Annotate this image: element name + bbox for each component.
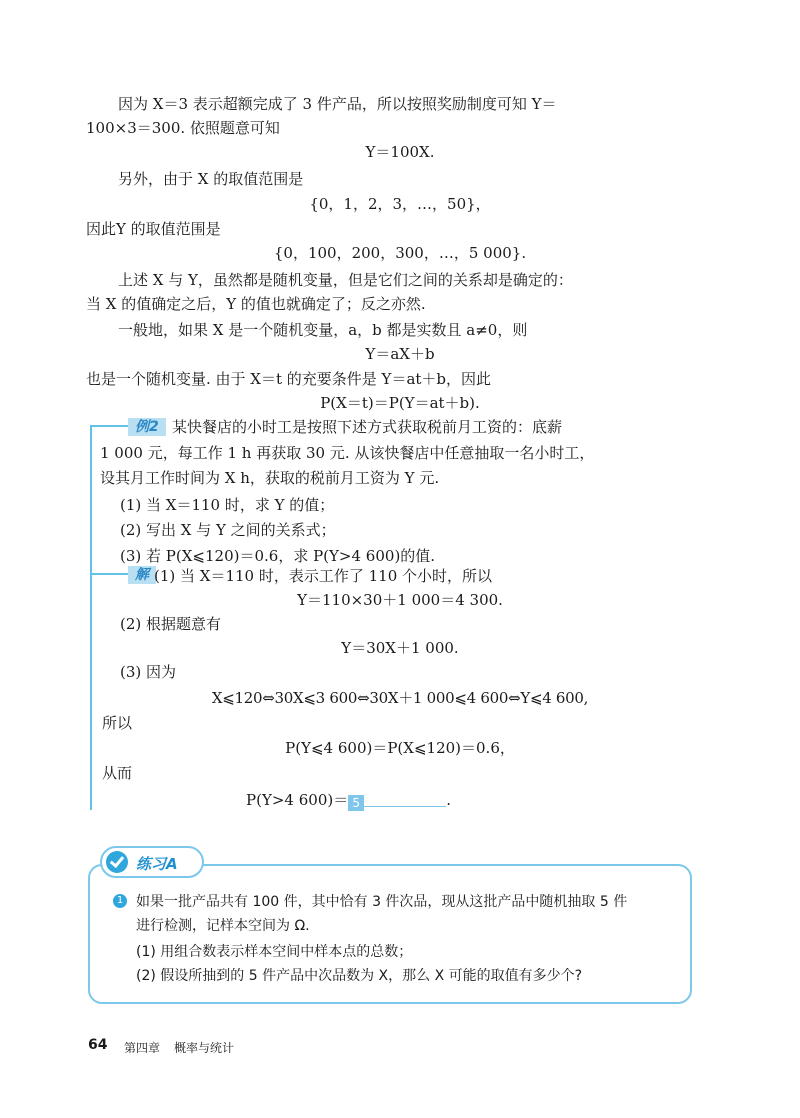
para2-line1: 另外，由于 X 的取值范围是 [118, 170, 304, 188]
exercise-title: 练习A [136, 855, 178, 873]
example-question-3: (3) 若 P(X⩽120)＝0.6，求 P(Y>4 600)的值. [120, 547, 436, 565]
final-period: . [446, 791, 451, 809]
example-question-2: (2) 写出 X 与 Y 之间的关系式； [120, 521, 336, 539]
para4-line1: 一般地，如果 X 是一个随机变量，a，b 都是实数且 a≠0，则 [118, 321, 528, 339]
para1-line2: 100×3＝300. 依照题意可知 [86, 119, 280, 137]
solution-step-2-equation: Y＝30X＋1 000. [341, 639, 459, 657]
solution-step-1-equation: Y＝110×30＋1 000＝4 300. [297, 591, 503, 609]
answer-blank-number: 5 [348, 795, 364, 811]
example-tag: 例2 [128, 418, 166, 436]
solution-tag-rule [90, 573, 132, 575]
para4-equation2: P(X＝t)＝P(Y＝at＋b). [320, 394, 480, 412]
solution-step-2: (2) 根据题意有 [120, 615, 222, 633]
para1-line1: 因为 X＝3 表示超额完成了 3 件产品，所以按照奖励制度可知 Y＝ [118, 95, 557, 113]
footer-title: 概率与统计 [174, 1041, 235, 1055]
para3-line2: 当 X 的值确定之后，Y 的值也就确定了；反之亦然. [86, 295, 426, 313]
solution-step-1: (1) 当 X＝110 时，表示工作了 110 个小时，所以 [154, 567, 493, 585]
para1-equation: Y＝100X. [365, 143, 435, 161]
final-equation-text: P(Y>4 600)＝ [246, 791, 349, 809]
solution-step-3: (3) 因为 [120, 663, 177, 681]
solution-step-3-equation: X⩽120⇔30X⩽3 600⇔30X＋1 000⩽4 600⇔Y⩽4 600, [211, 689, 589, 707]
para2-set2: {0，100，200，300，…，5 000}. [273, 244, 527, 262]
solution-final-equation [246, 790, 451, 811]
solution-tag: 解 [128, 566, 156, 584]
exercise-line1: 如果一批产品共有 100 件，其中恰有 3 件次品，现从这批产品中随机抽取 5 件 [136, 894, 628, 910]
example-tag-rule [90, 425, 132, 427]
example-line2: 1 000 元，每工作 1 h 再获取 30 元. 从该快餐店中任意抽取一名小时工， [100, 444, 595, 462]
check-icon [106, 851, 128, 873]
para4-equation1: Y＝aX＋b [365, 345, 435, 363]
example-question-1: (1) 当 X＝110 时，求 Y 的值； [120, 496, 335, 514]
exercise-question-1: (1) 用组合数表示样本空间中样本点的总数； [136, 944, 413, 960]
solution-so-equation: P(Y⩽4 600)＝P(X⩽120)＝0.6， [285, 739, 515, 757]
exercise-header [100, 846, 204, 878]
page-number: 64 [88, 1037, 108, 1053]
exercise-number: 1 [113, 894, 127, 908]
para4-line2: 也是一个随机变量. 由于 X＝t 的充要条件是 Y＝at＋b，因此 [86, 370, 492, 388]
exercise-question-2: (2) 假设所抽到的 5 件产品中次品数为 X，那么 X 可能的取值有多少个? [136, 968, 583, 984]
exercise-line2: 进行检测，记样本空间为 Ω. [136, 918, 310, 934]
footer-chapter: 第四章 [124, 1041, 161, 1055]
para2-set1: {0，1，2，3，…，50}， [309, 195, 491, 213]
para2-line2: 因此Y 的取值范围是 [86, 220, 221, 238]
para3-line1: 上述 X 与 Y，虽然都是随机变量，但是它们之间的关系却是确定的： [118, 271, 573, 289]
solution-so-label: 所以 [102, 714, 133, 732]
solution-thus-label: 从而 [102, 764, 133, 782]
answer-blank[interactable] [364, 790, 446, 807]
example-line1: 某快餐店的小时工是按照下述方式获取税前月工资的：底薪 [172, 418, 563, 436]
example-line3: 设其月工作时间为 X h，获取的税前月工资为 Y 元. [100, 469, 440, 487]
